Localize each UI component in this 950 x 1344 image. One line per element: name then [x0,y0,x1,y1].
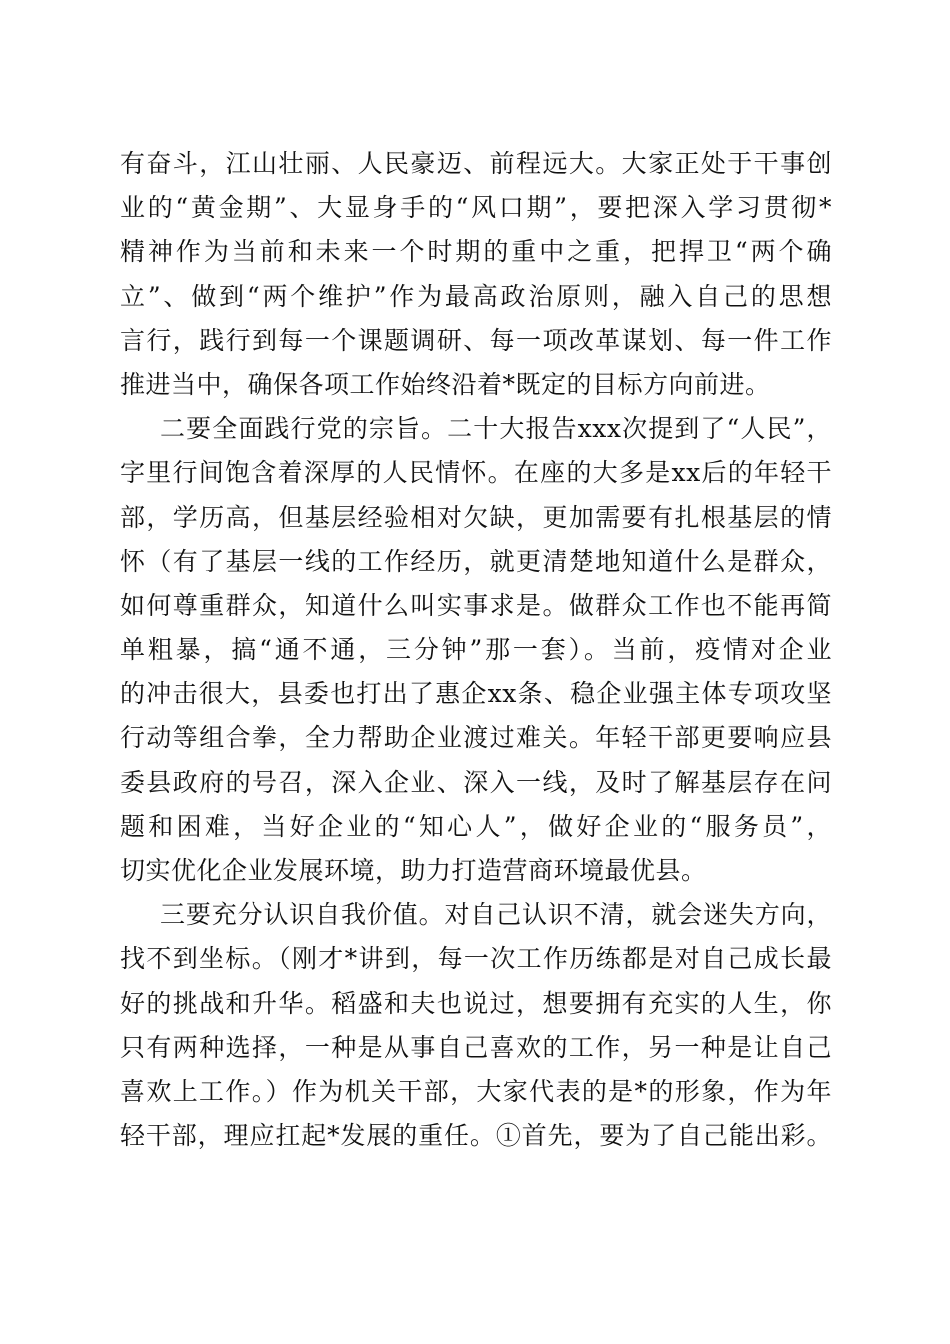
text-line: 单粗暴，搞“通不通，三分钟”那一套）。当前，疫情对企业 [120,635,832,665]
text-line: 切实优化企业发展环境，助力打造营商环境最优县。 [120,856,707,885]
text-line: 推进当中，确保各项工作始终沿着*既定的目标方向前进。 [120,369,771,399]
text-line: 言行，践行到每一个课题调研、每一项改革谋划、每一件工作 [120,325,832,355]
text-line: 行动等组合拳，全力帮助企业渡过难关。年轻干部更要响应县 [120,723,832,753]
text-line: 部，学历高，但基层经验相对欠缺，更加需要有扎根基层的情 [120,502,832,532]
text-line: 轻干部，理应扛起*发展的重任。①首先，要为了自己能出彩。 [120,1121,832,1151]
text-line: 题和困难，当好企业的“知心人”，做好企业的“服务员”， [120,811,832,841]
text-line: 精神作为当前和未来一个时期的重中之重，把捍卫“两个确 [120,237,832,267]
text-line: 好的挑战和升华。稻盛和夫也说过，想要拥有充实的人生，你 [120,988,832,1018]
text-line: 怀（有了基层一线的工作经历，就更清楚地知道什么是群众， [120,546,832,576]
text-line: 只有两种选择，一种是从事自己喜欢的工作，另一种是让自己 [120,1032,832,1062]
text-line: 字里行间饱含着深厚的人民情怀。在座的大多是xx后的年轻干 [120,458,832,488]
text-line: 找不到坐标。（刚才*讲到，每一次工作历练都是对自己成长最 [120,944,832,974]
text-line: 立”、做到“两个维护”作为最高政治原则，融入自己的思想 [120,281,832,311]
paragraph-start-line: 三要充分认识自我价值。对自己认识不清，就会迷失方向， [160,900,832,930]
text-line: 委县政府的号召，深入企业、深入一线，及时了解基层存在问 [120,767,832,797]
text-line: 业的“黄金期”、大显身手的“风口期”，要把深入学习贯彻* [120,193,832,223]
text-line: 如何尊重群众，知道什么叫实事求是。做群众工作也不能再简 [120,590,832,620]
text-line: 有奋斗，江山壮丽、人民豪迈、前程远大。大家正处于干事创 [120,149,832,178]
body-text [120,142,832,1158]
paragraph-start-line: 二要全面践行党的宗旨。二十大报告xxx次提到了“人民”， [160,414,832,444]
text-line: 喜欢上工作。）作为机关干部，大家代表的是*的形象，作为年 [120,1076,832,1106]
text-line: 的冲击很大，县委也打出了惠企xx条、稳企业强主体专项攻坚 [120,679,832,709]
